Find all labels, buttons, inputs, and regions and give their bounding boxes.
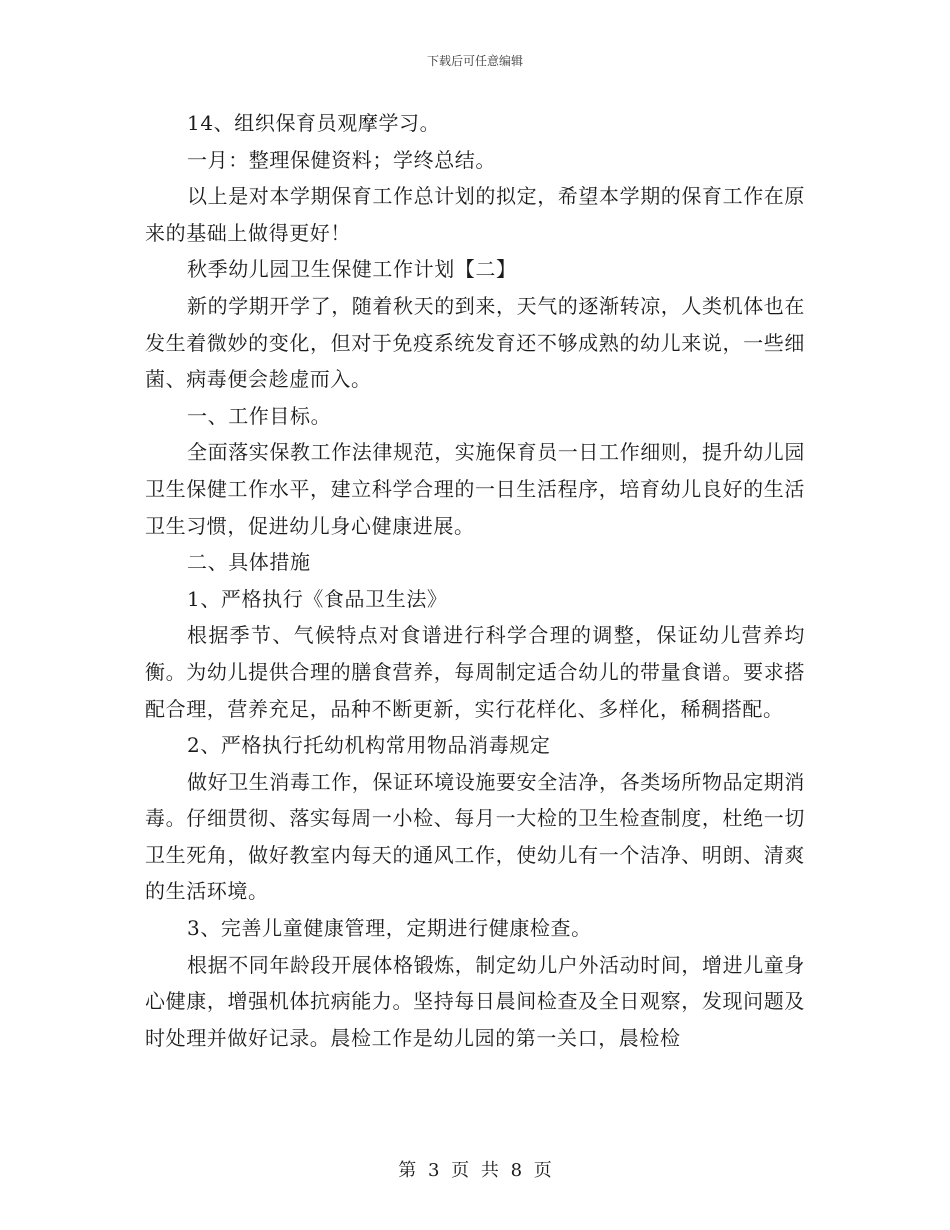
paragraph-food-hygiene: 根据季节、气候特点对食谱进行科学合理的调整，保证幼儿营养均衡。为幼儿提供合理的膳食营养，每周制定适合幼儿的带量食谱。要求搭配合理，营养充足，品种不断更新，实行花样化、多样化，稀稠搭配。 [145, 623, 805, 721]
document-body [145, 105, 805, 1056]
subheading-disinfection: 2、严格执行托幼机构常用物品消毒规定 [187, 733, 551, 758]
section-title-plan-two: 秋季幼儿园卫生保健工作计划【二】 [187, 257, 517, 282]
heading-measures: 二、具体措施 [187, 550, 311, 575]
paragraph-health-management: 根据不同年龄段开展体格锻炼，制定幼儿户外活动时间，增进儿童身心健康，增强机体抗病能力。坚持每日晨间检查及全日观察，发现问题及时处理并做好记录。晨检工作是幼儿园的第一关口，晨检检 [145, 952, 805, 1050]
page-header-note: 下载后可任意编辑 [426, 54, 523, 68]
paragraph-goals: 全面落实保教工作法律规范，实施保育员一日工作细则，提升幼儿园卫生保健工作水平，建立科学合理的一日生活程序，培育幼儿良好的生活卫生习惯，促进幼儿身心健康进展。 [145, 440, 805, 538]
paragraph-item-14: 14、组织保育员观摩学习。 [187, 111, 441, 135]
paragraph-intro: 新的学期开学了，随着秋天的到来，天气的逐渐转凉，人类机体也在发生着微妙的变化，但对于免疫系统发育还不够成熟的幼儿来说，一些细菌、病毒便会趁虚而入。 [145, 293, 805, 392]
paragraph-summary: 以上是对本学期保育工作总计划的拟定，希望本学期的保育工作在原来的基础上做得更好！ [145, 184, 805, 245]
subheading-health-management: 3、完善儿童健康管理，定期进行健康检查。 [187, 916, 592, 941]
paragraph-disinfection: 做好卫生消毒工作，保证环境设施要安全洁净，各类场所物品定期消毒。仔细贯彻、落实每周一小检、每月一大检的卫生检查制度，杜绝一切卫生死角，做好教室内每天的通风工作，使幼儿有一个洁净、明朗、清爽的生活环境。 [145, 769, 805, 904]
page-footer-number: 第 3 页 共 8 页 [398, 1160, 552, 1181]
paragraph-january: 一月：整理保健资料；学终总结。 [187, 147, 496, 172]
subheading-food-hygiene: 1、严格执行《食品卫生法》 [187, 586, 448, 611]
heading-work-goals: 一、工作目标。 [187, 403, 332, 428]
